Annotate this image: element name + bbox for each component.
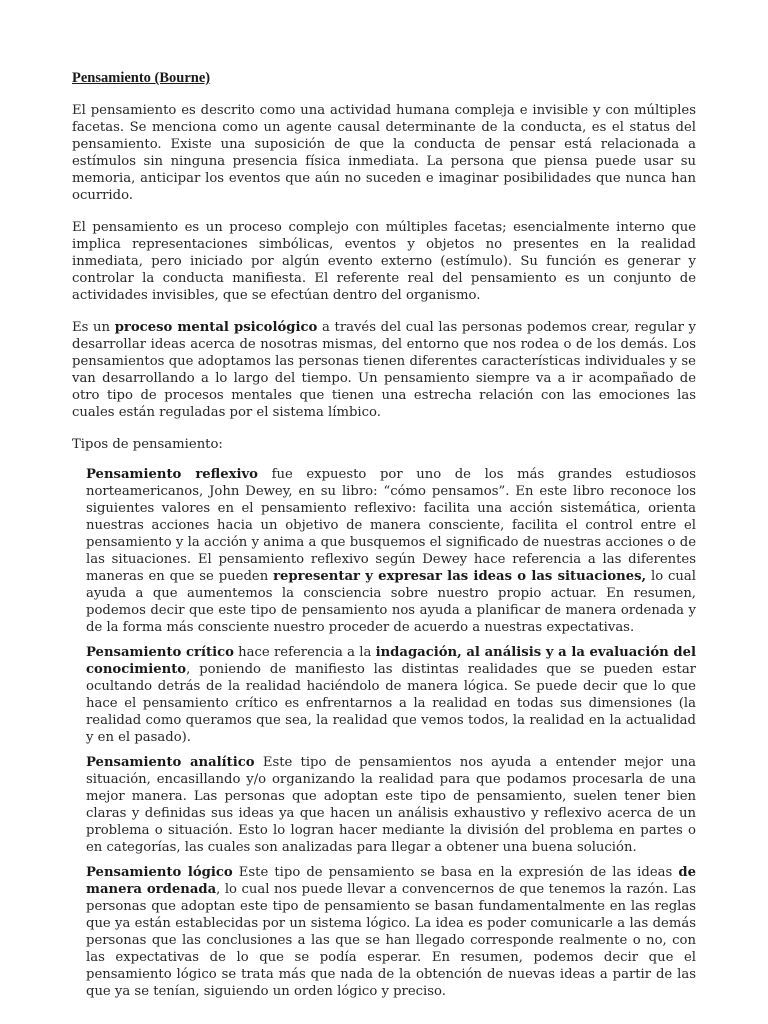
text-run: fue expuesto por uno de los más grandes estudiosos norteamericanos, John Dewey, en su libro: “cómo pensamos”. En este libro reconoce los siguientes valores en el pensamiento reflexivo: facilita una acción sistemática, orienta nuestras acciones hacia un objetivo de manera consciente, facilita el control entre el pensamiento y la acción y anima a que busquemos el significado de nuestras acciones o de las situaciones.: [86, 467, 696, 567]
type-logico: [86, 864, 696, 1000]
type-name: Pensamiento reflexivo: [86, 467, 258, 482]
type-name: Pensamiento crítico: [86, 645, 234, 660]
type-reflexivo: [86, 466, 696, 636]
text-run: a través del cual las personas podemos crear, regular y desarrollar ideas acerca de nosotras mismas, del entorno que nos rodea o de los demás. Los pensamientos que adoptamos las personas tienen diferentes características individuales y se van desarrollando a lo largo del tiempo. Un pensamiento siempre va a ir acompañado de otro tipo de procesos mentales que tienen una estrecha relación con las emociones las cuales están reguladas por el: [72, 320, 697, 420]
text-run: Este tipo de pensamientos nos ayuda a entender mejor una situación, encasillando y/o organizando la realidad para que podamos procesarla de una mejor manera. Las personas que adoptan este tipo de pensamiento, suelen tener bien claras y definidas sus ideas ya que hacen un análisis exhaustivo y reflexivo acerca de un problema o situación. Esto lo logran hacer mediante la división del problema en partes o en categorías, las cuales son analizadas para llegar a obtener una buena solución.: [86, 755, 696, 855]
bold-term: indagación, al análisis y a la evaluación del conocimiento: [86, 645, 696, 677]
types-heading: Tipos de pensamiento:: [72, 437, 223, 452]
type-analitico: [86, 754, 696, 856]
type-critico: [86, 644, 696, 746]
text-run: lo cual ayuda a que aumentemos la consciencia sobre nuestro propio actuar. En resumen, podemos decir que este tipo de pensamiento nos ayuda a planificar de manera ordenada y de la forma más consciente nuestro proceder de acuerdo a nuestras expectativas.: [86, 569, 696, 635]
text-run: , lo cual nos puede llevar a convencernos de que tenemos la razón. Las personas que adoptan este tipo de pensamiento se basan fundamentalmente en las reglas que ya están establecidas por un sistema lógico. La idea es poder comunicarle a las demás personas que las conclusiones a las que se han llegado corresponde realmente o no, con las expectativas de lo que se podía esperar. En resumen, podemos decir que el pensamiento lógico se trata más que nada de la obtención de nuevas ideas a partir de las que ya se tenían, siguiendo un orden lógico y preciso.: [86, 882, 696, 999]
text-run: Es un: [72, 320, 115, 335]
intro-paragraph-1: El pensamiento es descrito como una actividad humana compleja e invisible y con múltiples facetas. Se menciona como un agente causal determinante de la conducta, es el status del pensamiento. Existe una suposición de que la conducta de pensar está relacionada a estímulos sin ninguna presencia física inmediata. La persona que piensa puede usar su memoria, anticipar los eventos que aún no suceden e imaginar posibilidades que nunca han ocurrido.: [72, 103, 696, 203]
type-name: Pensamiento lógico: [86, 865, 233, 880]
intro-paragraph-3: [72, 319, 696, 421]
text-run: hace referencia a las diferentes maneras en que se pueden: [86, 552, 696, 584]
text-run: , poniendo de manifiesto las distintas realidades que se pueden estar ocultando detrás de la realidad haciéndolo de manera lógica. Se puede decir que lo que hace el pensamiento crítico es enfrentarnos a la realidad en todas sus dimensiones (la realidad como queramos que sea, la realidad que vemos todos, la realidad en la actualidad y en el pasado).: [86, 662, 696, 745]
text-run: hace referencia a la: [233, 645, 376, 660]
text-run: .: [376, 405, 381, 420]
bold-term: proceso mental psicológico: [114, 320, 318, 335]
type-name: Pensamiento analítico: [86, 755, 255, 770]
link-term: sistema límbico: [272, 405, 377, 420]
link-term: El pensamiento reflexivo según Dewey: [197, 552, 468, 567]
bold-term: de manera ordenada: [86, 865, 696, 897]
intro-paragraph-2: El pensamiento es un proceso complejo con múltiples facetas; esencialmente interno que implica representaciones simbólicas, eventos y objetos no presentes en la realidad inmediata, pero iniciado por algún evento externo (estímulo). Su función es generar y controlar la conducta manifiesta. El referente real del pensamiento es un conjunto de actividades invisibles, que se efectúan dentro del organismo.: [72, 220, 696, 303]
text-run: Este tipo de pensamiento se basa en la expresión de las ideas: [232, 865, 679, 880]
document-title: Pensamiento (Bourne): [72, 70, 211, 86]
bold-term: representar y expresar las ideas o las situaciones,: [273, 569, 647, 584]
